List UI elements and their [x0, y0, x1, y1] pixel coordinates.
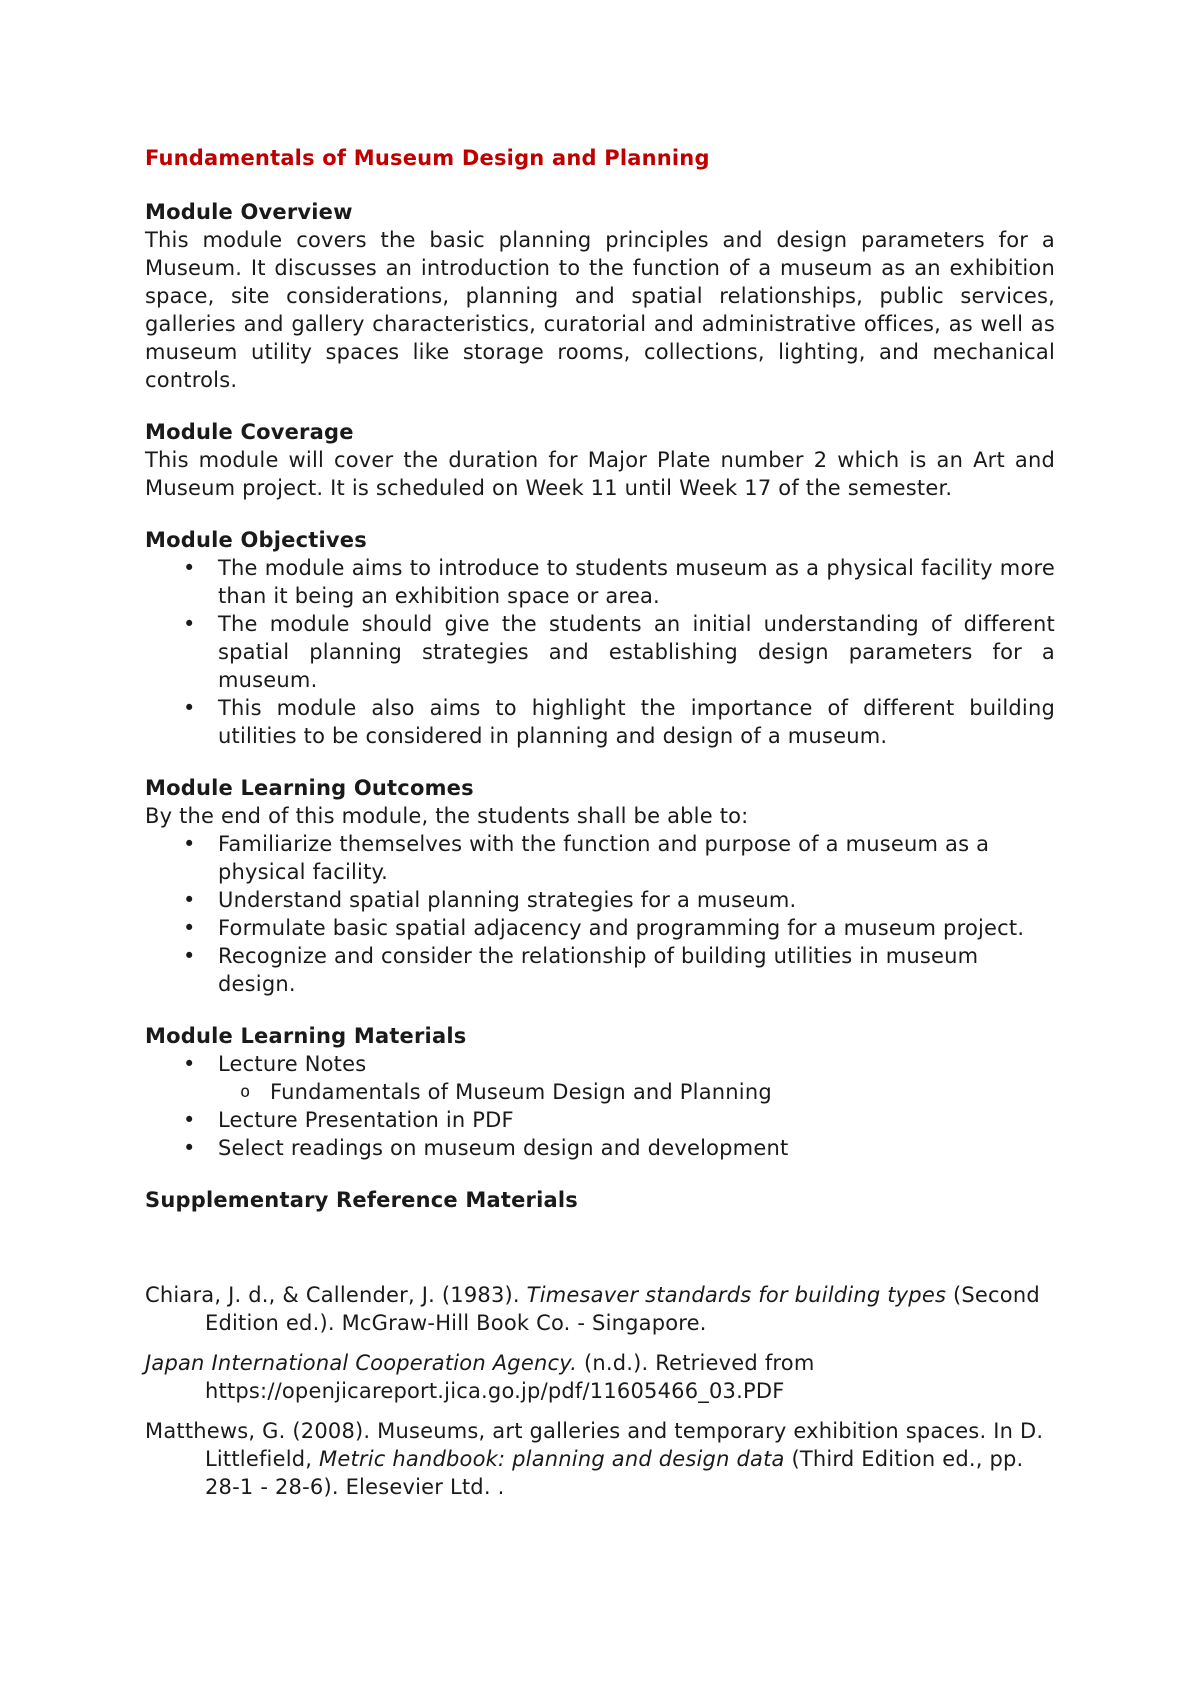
list-item: [145, 914, 1055, 942]
references-section: [145, 1281, 1055, 1501]
bullet-marker: •: [183, 1052, 196, 1076]
list-item-text: Select readings on museum design and development: [218, 1136, 789, 1160]
document-content: [145, 144, 1055, 1501]
objectives-list: [145, 554, 1055, 750]
list-item-text: Lecture Presentation in PDF: [218, 1108, 514, 1132]
objectives-heading: Module Objectives: [145, 528, 367, 552]
list-item-text: The module should give the students an initial understanding of different spatial planning strategies and establishing design parameters for a museum.: [218, 612, 1055, 692]
page-title: Fundamentals of Museum Design and Planning: [145, 146, 710, 170]
bullet-marker: •: [183, 696, 196, 720]
list-item: [145, 1134, 1055, 1162]
list-item-text: Formulate basic spatial adjacency and programming for a museum project.: [218, 916, 1025, 940]
reference-item: [145, 1281, 1055, 1337]
reference-item: [145, 1417, 1055, 1501]
materials-list: [145, 1050, 1055, 1162]
materials-heading: Module Learning Materials: [145, 1024, 467, 1048]
list-item: [145, 554, 1055, 610]
list-subitem: [145, 1078, 1055, 1106]
list-item-text: Recognize and consider the relationship of building utilities in museum design.: [218, 944, 979, 996]
bullet-marker: •: [183, 944, 196, 968]
bullet-marker: •: [183, 832, 196, 856]
list-item-text: This module also aims to highlight the importance of different building utilities to be considered in planning and design of a museum.: [218, 696, 1055, 748]
outcomes-intro: By the end of this module, the students shall be able to:: [145, 804, 749, 828]
reference-text: Matthews, G. (2008). Museums, art galleries and temporary exhibition spaces. In D. Littlefield,: [145, 1419, 1044, 1471]
bullet-marker: •: [183, 1136, 196, 1160]
bullet-marker: •: [183, 1108, 196, 1132]
bullet-marker: •: [183, 556, 196, 580]
outcomes-heading: Module Learning Outcomes: [145, 776, 474, 800]
reference-title-italic: Japan International Cooperation Agency.: [145, 1351, 578, 1375]
list-item-text: Fundamentals of Museum Design and Planning: [270, 1080, 772, 1104]
supplementary-heading: Supplementary Reference Materials: [145, 1188, 578, 1212]
list-item: [145, 886, 1055, 914]
reference-text: (Third Edition ed., pp. 28-1 - 28-6). Elesevier Ltd. .: [205, 1447, 1024, 1499]
list-item-text: Understand spatial planning strategies for a museum.: [218, 888, 797, 912]
list-item: [145, 942, 1055, 998]
reference-title-italic: Timesaver standards for building types: [526, 1283, 947, 1307]
reference-text: (n.d.). Retrieved from https://openjicareport.jica.go.jp/pdf/11605466_03.PDF: [205, 1351, 815, 1403]
list-item: [145, 830, 1055, 886]
reference-text: (Second Edition ed.). McGraw-Hill Book Co. - Singapore.: [205, 1283, 1040, 1335]
reference-item: [145, 1349, 1055, 1405]
bullet-marker: •: [183, 612, 196, 636]
list-item-text: The module aims to introduce to students museum as a physical facility more than it being an exhibition space or area.: [218, 556, 1055, 608]
list-item: [145, 610, 1055, 694]
list-item: [145, 1050, 1055, 1078]
overview-paragraph: This module covers the basic planning principles and design parameters for a Museum. It discusses an introduction to the function of a museum as an exhibition space, site considerations, planning and spatial relationships, public services, galleries and gallery characteristics, curatorial and administrative offices, as well as museum utility spaces like storage rooms, collections, lighting, and mechanical controls.: [145, 228, 1055, 392]
list-item-text: Lecture Notes: [218, 1052, 367, 1076]
list-item: [145, 1106, 1055, 1134]
outcomes-list: [145, 830, 1055, 998]
list-item-text: Familiarize themselves with the function and purpose of a museum as a physical facility.: [218, 832, 990, 884]
coverage-heading: Module Coverage: [145, 420, 354, 444]
list-item: [145, 694, 1055, 750]
circle-bullet-marker: o: [240, 1082, 251, 1102]
reference-title-italic: Metric handbook: planning and design data: [319, 1447, 785, 1471]
coverage-paragraph: This module will cover the duration for Major Plate number 2 which is an Art and Museum project. It is scheduled on Week 11 until Week 17 of the semester.: [145, 448, 1055, 500]
bullet-marker: •: [183, 888, 196, 912]
bullet-marker: •: [183, 916, 196, 940]
reference-text: Chiara, J. d., & Callender, J. (1983).: [145, 1283, 527, 1307]
overview-heading: Module Overview: [145, 200, 353, 224]
